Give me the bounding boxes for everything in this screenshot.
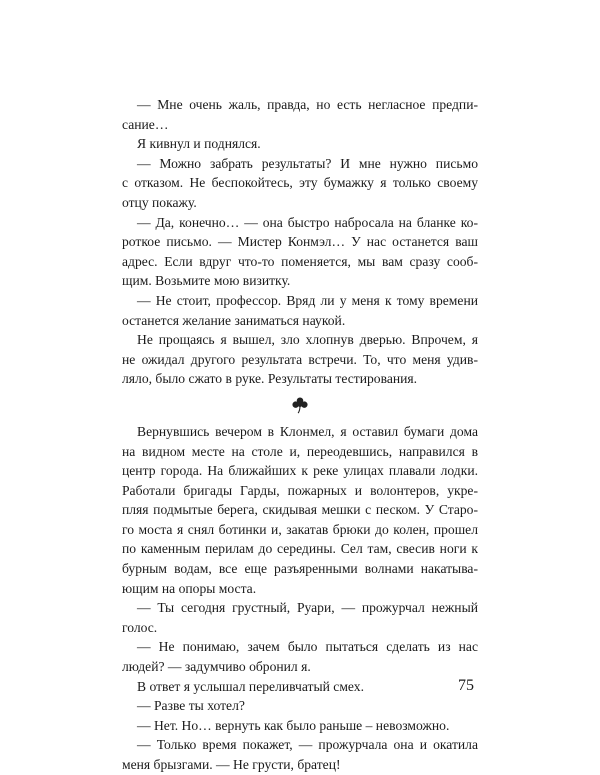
text-line: — Мне очень жаль, правда, но есть негласное предпи- <box>137 97 478 112</box>
text-line: Вернувшись вечером в Клонмел, я оставил бумаги дома <box>137 423 478 439</box>
section-before-divider <box>122 95 478 389</box>
section-divider <box>122 394 478 416</box>
text-block <box>122 95 478 775</box>
paragraph <box>122 716 478 736</box>
text-line: — Нет. Но… вернуть как было раньше – невозможно. <box>137 717 450 733</box>
paragraph <box>122 291 478 330</box>
text-line: останется желание заниматься наукой. <box>122 312 346 328</box>
text-line: ляло, было сжато в руке. Результаты тестирования. <box>122 371 418 387</box>
paragraph <box>122 134 478 154</box>
text-line: отцу покажу. <box>122 194 197 210</box>
paragraph <box>122 154 478 213</box>
text-line: — Ты сегодня грустный, Руари, — прожурчал нежный <box>137 600 478 616</box>
clover-icon <box>291 396 309 414</box>
section-after-divider <box>122 422 478 775</box>
text-line: Работали бригады Гарды, пожарных и волонтеров, укре- <box>122 482 478 498</box>
text-line: Не прощаясь я вышел, зло хлопнув дверью. Впрочем, я <box>137 332 478 348</box>
text-line: бурным водам, все еще разъяренными волнами накатыва- <box>122 561 478 577</box>
paragraph <box>122 598 478 637</box>
text-line: на видном месте на столе и, переодевшись, направился в <box>122 443 478 459</box>
paragraph <box>122 213 478 291</box>
text-line: людей? — задумчиво обронил я. <box>122 659 311 675</box>
page-number: 75 <box>458 677 474 694</box>
text-line: центр города. На ближайших к реке улицах плавали лодки. <box>122 463 478 479</box>
paragraph <box>122 422 478 598</box>
text-line: В ответ я услышал переливчатый смех. <box>137 678 364 694</box>
text-line: сание… <box>122 116 169 132</box>
paragraph <box>122 95 478 134</box>
paragraph <box>122 735 478 774</box>
text-line: щим. Возьмите мою визитку. <box>122 273 291 289</box>
text-line: роткое письмо. — Мистер Конмэл… У нас останется ваш <box>122 234 478 250</box>
paragraph <box>122 330 478 389</box>
text-line: ющим на опоры моста. <box>122 580 257 596</box>
text-line: не ожидал другого результата встречи. То, что меня удив- <box>122 351 478 367</box>
text-line: Я кивнул и поднялся. <box>137 136 261 152</box>
paragraph <box>122 637 478 676</box>
paragraph <box>122 696 478 716</box>
text-line: — Не понимаю, зачем было пытаться сделать из нас <box>137 639 478 655</box>
text-line: адрес. Если вдруг что-то поменяется, мы вам сразу сооб- <box>122 253 478 269</box>
text-line: пляя подмытые берега, скидывая мешки с песком. У Старо- <box>122 502 478 518</box>
text-line: с отказом. Не беспокойтесь, эту бумажку я только своему <box>122 175 478 191</box>
text-line: по каменным перилам до середины. Сел там, свесив ноги к <box>122 541 478 557</box>
text-line: — Разве ты хотел? <box>137 698 245 714</box>
text-line: — Можно забрать результаты? И мне нужно письмо <box>137 155 478 171</box>
text-line: меня брызгами. — Не грусти, братец! <box>122 757 341 772</box>
text-line: го моста я снял ботинки и, закатав брюки до колен, прошел <box>122 521 478 537</box>
text-line: — Не стоит, профессор. Вряд ли у меня к тому времени <box>137 292 478 308</box>
text-line: — Да, конечно… — она быстро набросала на бланке ко- <box>137 214 478 230</box>
paragraph <box>122 677 478 697</box>
text-line: голос. <box>122 619 158 635</box>
text-line: — Только время покажет, — прожурчала она и окатила <box>137 737 478 753</box>
